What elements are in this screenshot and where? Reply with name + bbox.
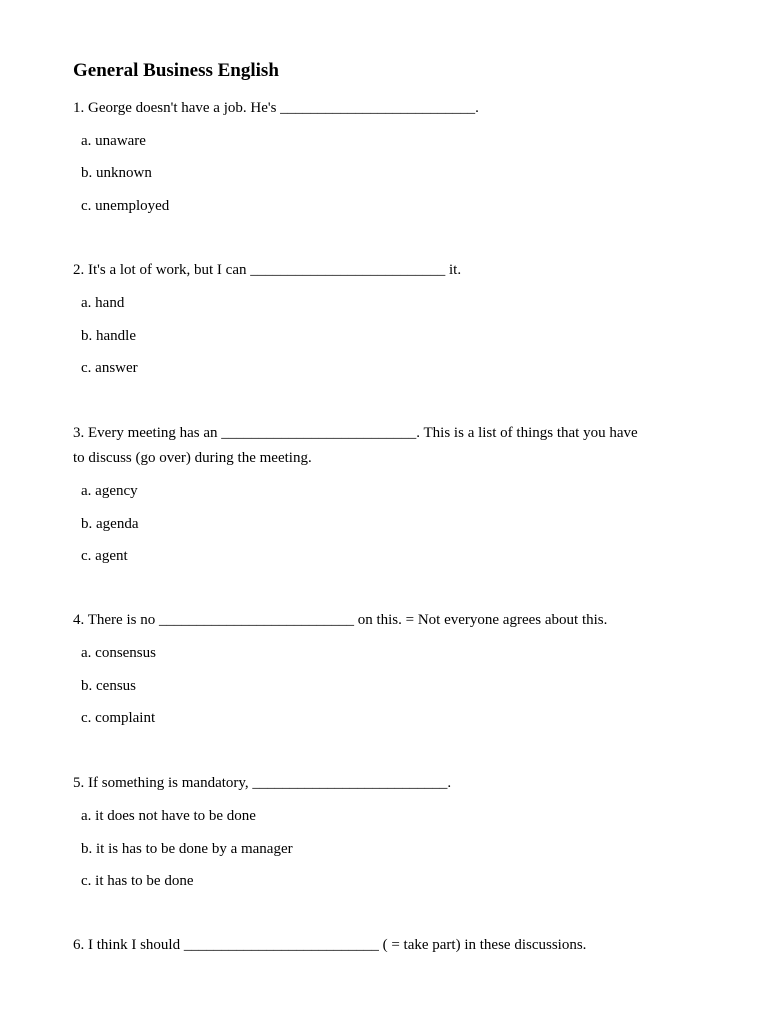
question-text: 6. I think I should __________________________ ( = take part) in these discussions. bbox=[73, 937, 587, 953]
option-b: b. unknown bbox=[81, 165, 152, 181]
question-text: 5. If something is mandatory, __________________________. bbox=[73, 775, 452, 791]
option-a: a. it does not have to be done bbox=[81, 808, 256, 824]
question-6 bbox=[73, 933, 673, 958]
option-c: c. complaint bbox=[81, 710, 156, 726]
question-text: 1. George doesn't have a job. He's __________________________. bbox=[73, 100, 479, 116]
option-a: a. hand bbox=[81, 295, 125, 311]
question-4 bbox=[73, 608, 673, 633]
option-b: b. agenda bbox=[81, 516, 139, 532]
option-b: b. it is has to be done by a manager bbox=[81, 841, 293, 857]
question-3 bbox=[73, 421, 673, 471]
question-text-line-1: 3. Every meeting has an __________________________. This is a list of things that you have bbox=[73, 425, 638, 441]
document-title: General Business English bbox=[73, 60, 279, 81]
option-a: a. unaware bbox=[81, 133, 146, 149]
option-c: c. agent bbox=[81, 548, 128, 564]
option-a: a. agency bbox=[81, 483, 138, 499]
option-c: c. it has to be done bbox=[81, 873, 194, 889]
option-b: b. census bbox=[81, 678, 136, 694]
question-5 bbox=[73, 771, 673, 796]
question-text: 4. There is no __________________________ on this. = Not everyone agrees about this. bbox=[73, 612, 608, 628]
option-c: c. unemployed bbox=[81, 198, 170, 214]
option-c: c. answer bbox=[81, 360, 138, 376]
question-text-line-2: to discuss (go over) during the meeting. bbox=[73, 450, 312, 466]
option-a: a. consensus bbox=[81, 645, 156, 661]
question-2 bbox=[73, 258, 673, 283]
option-b: b. handle bbox=[81, 328, 136, 344]
question-1 bbox=[73, 96, 673, 121]
question-text: 2. It's a lot of work, but I can __________________________ it. bbox=[73, 262, 462, 278]
